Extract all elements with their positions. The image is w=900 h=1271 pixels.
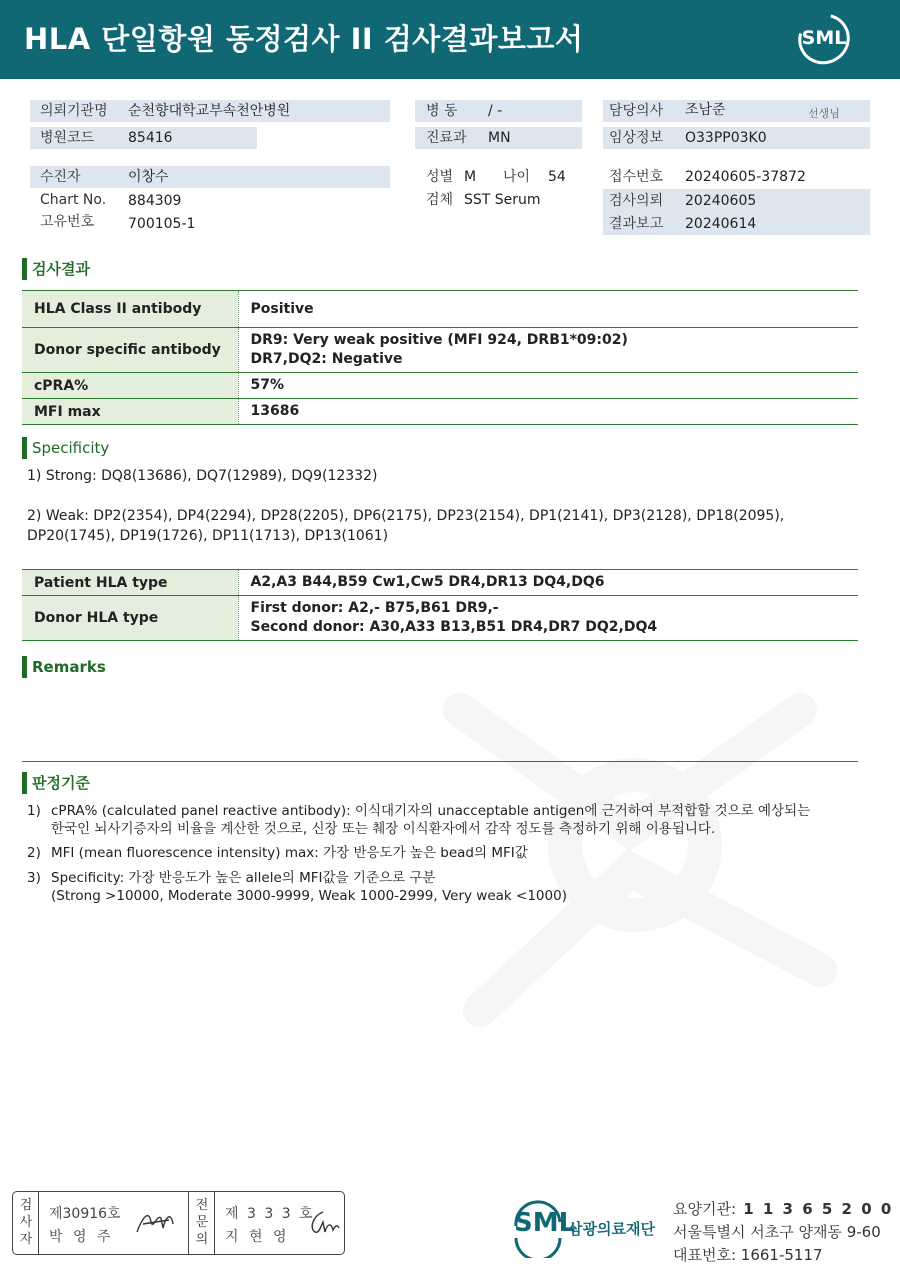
criteria-item-2-line1: MFI (mean fluorescence intensity) max: 가장 반응도가 높은 bead의 MFI값	[51, 845, 528, 861]
criteria-item-1-line1: cPRA% (calculated panel reactive antibody): 이식대기자의 unacceptable antigen에 근거하여 부적합할 것으로 예상되는	[51, 803, 811, 819]
ward-value: / -	[488, 103, 503, 119]
sex-value: M	[464, 169, 477, 185]
request-label: 검사의뢰	[609, 193, 664, 209]
receipt-value: 20240605-37872	[685, 169, 806, 185]
signature-box	[12, 1191, 345, 1255]
patient-bar	[30, 166, 390, 188]
examiner-cell	[39, 1192, 189, 1254]
footer-org-name: 삼광의료재단	[568, 1220, 655, 1238]
specificity-heading: Specificity	[22, 437, 109, 459]
footer-logo-text: SML	[514, 1208, 576, 1238]
table-row	[22, 291, 858, 328]
hospital-code-label: 병원코드	[40, 130, 95, 146]
criteria-item-1-line2: 한국인 뇌사기증자의 비율을 계산한 것으로, 신장 또는 췌장 이식환자에서 감작 정도를 측정하기 위해 이용됩니다.	[51, 821, 716, 837]
specialist-signature-icon	[307, 1208, 343, 1238]
institution-value: 순천향대학교부속천안병원	[128, 103, 291, 119]
table-row	[22, 570, 858, 596]
criteria-num-1: 1)	[27, 803, 41, 819]
table-row	[22, 328, 858, 373]
footer-institution-code: 요양기관: 1 1 3 6 5 2 0 0	[673, 1200, 894, 1218]
specimen-value: SST Serum	[464, 192, 541, 208]
examiner-label-cell: 검 사 자	[13, 1192, 39, 1254]
dept-label: 진료과	[426, 130, 467, 146]
doctor-suffix: 선생님	[808, 107, 840, 120]
result-key: cPRA%	[22, 373, 238, 399]
criteria-num-2: 2)	[27, 845, 41, 861]
clinical-label: 임상정보	[609, 130, 664, 146]
result-key: MFI max	[22, 399, 238, 425]
criteria-item-3-line2: (Strong >10000, Moderate 3000-9999, Weak 1000-2999, Very weak <1000)	[51, 888, 567, 904]
criteria-num-3: 3)	[27, 870, 41, 886]
specialist-number: 제 3 3 3 호	[225, 1206, 315, 1222]
age-label: 나이	[503, 169, 531, 185]
examiner-name: 박 영 주	[49, 1229, 114, 1245]
clinical-value: O33PP03K0	[685, 130, 767, 146]
results-heading: 검사결과	[22, 258, 90, 280]
sex-label: 성별	[426, 169, 454, 185]
examiner-signature-icon	[133, 1206, 183, 1238]
hospital-code-value: 85416	[128, 130, 173, 146]
hla-value: First donor: A2,- B75,B61 DR9,- Second donor: A30,A33 B13,B51 DR4,DR7 DQ2,DQ4	[238, 596, 858, 641]
criteria-heading: 판정기준	[22, 772, 90, 794]
criteria-item-3-line1: Specificity: 가장 반응도가 높은 allele의 MFI값을 기준으로 구분	[51, 870, 436, 886]
unique-value: 700105-1	[128, 216, 196, 232]
report-value: 20240614	[685, 216, 757, 232]
footer-address: 서울특별시 서초구 양재동 9-60	[673, 1223, 881, 1241]
institution-label: 의뢰기관명	[40, 103, 108, 119]
result-key: Donor specific antibody	[22, 328, 238, 373]
results-table	[22, 290, 858, 425]
specificity-weak-1: 2) Weak: DP2(2354), DP4(2294), DP28(2205), DP6(2175), DP23(2154), DP1(2141), DP3(2128), DP18(2095),	[27, 508, 785, 524]
examiner-number: 제30916호	[49, 1206, 121, 1222]
report-header	[0, 0, 900, 79]
specimen-label: 검체	[426, 192, 454, 208]
patient-label: 수진자	[40, 169, 81, 185]
result-value: DR9: Very weak positive (MFI 924, DRB1*09:02) DR7,DQ2: Negative	[238, 328, 858, 373]
age-value: 54	[548, 169, 566, 185]
hla-value: A2,A3 B44,B59 Cw1,Cw5 DR4,DR13 DQ4,DQ6	[238, 570, 858, 596]
request-value: 20240605	[685, 193, 757, 209]
patient-value: 이창수	[128, 169, 169, 185]
result-value: 13686	[238, 399, 858, 425]
doctor-value: 조남준	[685, 102, 726, 118]
table-row	[22, 596, 858, 641]
result-value: Positive	[238, 291, 858, 328]
remarks-heading: Remarks	[22, 656, 106, 678]
specificity-strong: 1) Strong: DQ8(13686), DQ7(12989), DQ9(12332)	[27, 468, 378, 484]
report-label: 결과보고	[609, 216, 664, 232]
table-row	[22, 399, 858, 425]
dept-value: MN	[488, 130, 511, 146]
remarks-divider	[22, 761, 858, 762]
hla-key: Donor HLA type	[22, 596, 238, 641]
specialist-cell	[215, 1192, 344, 1254]
footer-phone: 대표번호: 1661-5117	[673, 1246, 823, 1264]
result-value: 57%	[238, 373, 858, 399]
doctor-label: 담당의사	[609, 103, 664, 119]
receipt-label: 접수번호	[609, 169, 664, 185]
result-key: HLA Class II antibody	[22, 291, 238, 328]
chart-label: Chart No.	[40, 192, 107, 208]
chart-value: 884309	[128, 193, 182, 209]
hla-key: Patient HLA type	[22, 570, 238, 596]
unique-label: 고유번호	[40, 214, 95, 230]
hla-type-table	[22, 569, 858, 641]
watermark-icon	[400, 590, 880, 1090]
specificity-weak-2: DP20(1745), DP19(1726), DP11(1713), DP13(1061)	[27, 528, 389, 544]
report-title: HLA 단일항원 동정검사 II 검사결과보고서	[24, 22, 584, 56]
specialist-name: 지 현 영	[225, 1229, 290, 1245]
sml-logo: SML	[798, 14, 850, 64]
ward-label: 병 동	[426, 103, 458, 119]
specialist-label-cell: 전 문 의	[189, 1192, 215, 1254]
table-row	[22, 373, 858, 399]
